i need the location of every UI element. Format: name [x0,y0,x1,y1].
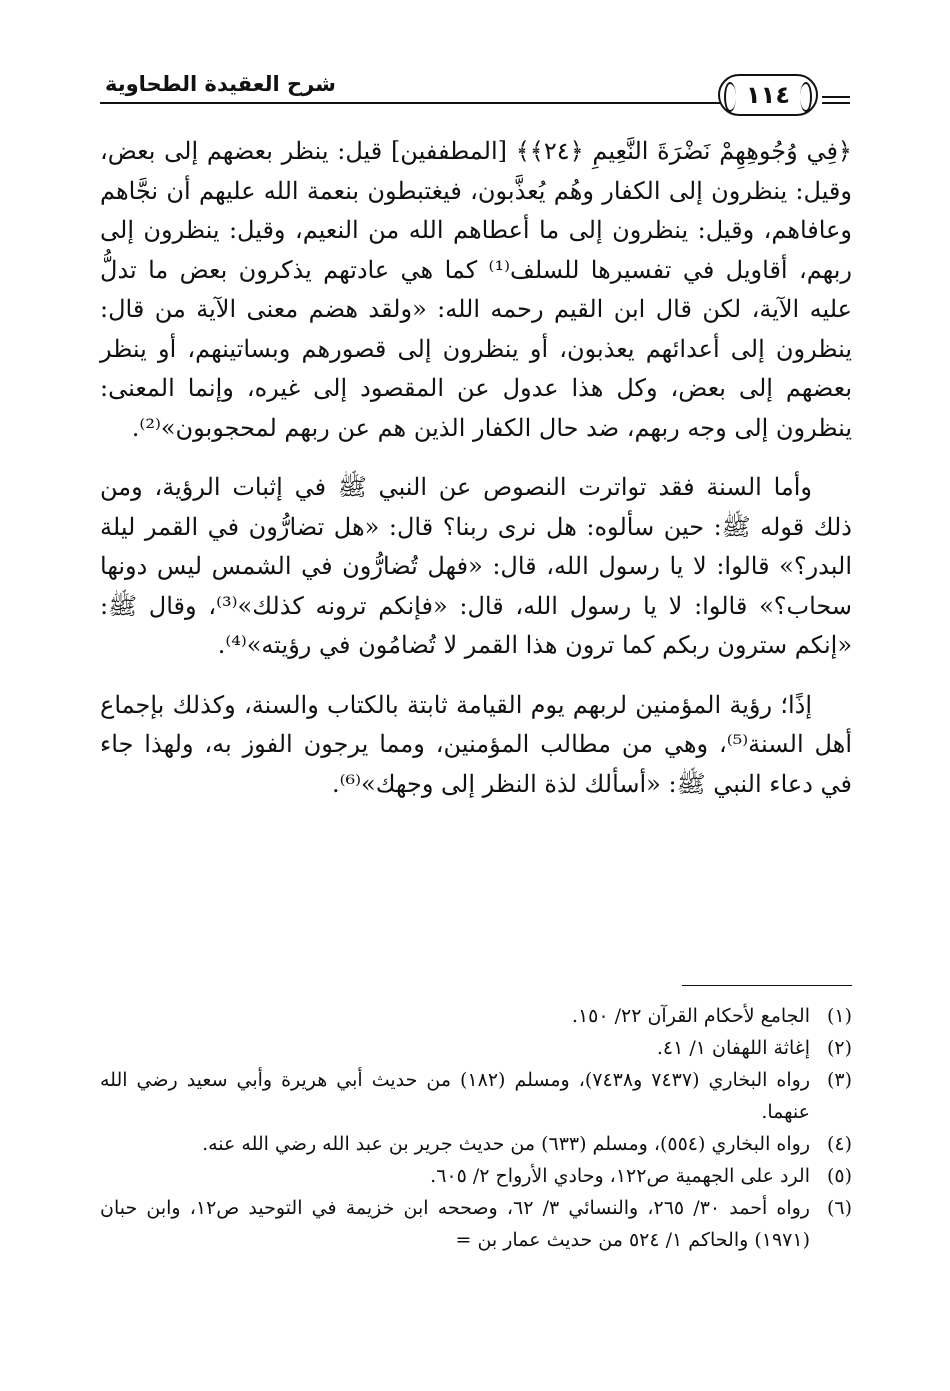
footnote-text: رواه أحمد ٣٠/ ٢٦٥، والنسائي ٣/ ٦٢، وصححه ابن خزيمة في التوحيد ص١٢، وابن حبان (١٩٧١) والحاكم ١/ ٥٢٤ من حديث عمار بن = [100,1197,810,1251]
footnote-text: إغاثة اللهفان ١/ ٤١. [656,1037,810,1059]
page-number: ١١٤ [746,81,790,109]
footnotes [100,1000,852,1256]
footnote-text: الرد على الجهمية ص١٢٢، وحادي الأرواح ٢/ ٦٠٥. [430,1165,810,1187]
footnote-number: (٥) [826,1165,852,1187]
page-header [100,62,852,122]
footnote-number: (٤) [826,1133,852,1155]
footnote-3 [100,1064,852,1128]
footnote-number: (١) [826,1005,852,1027]
footnote-text: الجامع لأحكام القرآن ٢٢/ ١٥٠. [571,1005,810,1027]
footnote-number: (٢) [826,1037,852,1059]
footnote-5 [100,1160,852,1192]
footnote-separator [682,985,852,986]
paragraph-3: إذًا؛ رؤية المؤمنين لربهم يوم القيامة ثابتة بالكتاب والسنة، وكذلك بإجماع أهل السنة⁽⁵⁾، وهي من مطالب المؤمنين، ومما يرجون الفوز به، ولهذا جاء في دعاء النبي ﷺ: «أسألك لذة النظر إلى وجهك»⁽⁶⁾. [100,690,852,798]
header-dash-top [822,96,850,98]
footnote-text: رواه البخاري (٥٥٤)، ومسلم (٦٣٣) من حديث جرير بن عبد الله رضي الله عنه. [202,1133,810,1155]
footnote-2 [100,1032,852,1064]
footnote-1 [100,1000,852,1032]
footnote-text: رواه البخاري (٧٤٣٧ و٧٤٣٨)، ومسلم (١٨٢) من حديث أبي هريرة وأبي سعيد رضي الله عنهما. [100,1069,810,1123]
page-number-badge [718,74,818,116]
paragraph-1: ﴿فِي وُجُوهِهِمْ نَضْرَةَ النَّعِيمِ ﴿٢٤﴾﴾ [المطففين] قيل: ينظر بعضهم إلى بعض، وقيل: ينظرون إلى الكفار وهُم يُعذَّبون، فيغتبطون بنعمة الله عليهم أن نجَّاهم وعافاهم، وقيل: ينظرون إلى ما أعطاهم الله من النعيم، وقيل: ينظرون إلى ربهم، أقاويل في تفسيرها للسلف⁽¹⁾ كما هي عادتهم يذكرون بعض ما تدلُّ عليه الآية، لكن قال ابن القيم رحمه الله: «ولقد هضم معنى الآية من قال: ينظرون إلى أعدائهم يعذبون، أو ينظرون إلى قصورهم وبساتينهم، أو ينظر بعضهم إلى بعض، وكل هذا عدول عن المقصود إلى غيره، وإنما المعنى: ينظرون إلى وجه ربهم، ضد حال الكفار الذين هم عن ربهم لمحجوبون»⁽²⁾. [100,137,852,442]
header-dash-bottom [822,102,850,104]
paragraph-2: وأما السنة فقد تواترت النصوص عن النبي ﷺ في إثبات الرؤية، ومن ذلك قوله ﷺ: حين سألوه: هل نرى ربنا؟ قال: «هل تضارُّون في القمر ليلة البدر؟» قالوا: لا يا رسول الله، قال: «فهل تُضارُّون في الشمس ليس دونها سحاب؟» قالوا: لا يا رسول الله، قال: «فإنكم ترونه كذلك»⁽³⁾، وقال ﷺ: «إنكم سترون ربكم كما ترون هذا القمر لا تُضامُون في رؤيته»⁽⁴⁾. [100,473,852,659]
footnote-4 [100,1128,852,1160]
footnote-number: (٣) [826,1069,852,1091]
header-rule [100,102,720,104]
footnote-number: (٦) [826,1197,852,1219]
main-text [100,132,852,824]
footnote-6 [100,1192,852,1256]
book-title: شرح العقيدة الطحاوية [105,72,336,96]
